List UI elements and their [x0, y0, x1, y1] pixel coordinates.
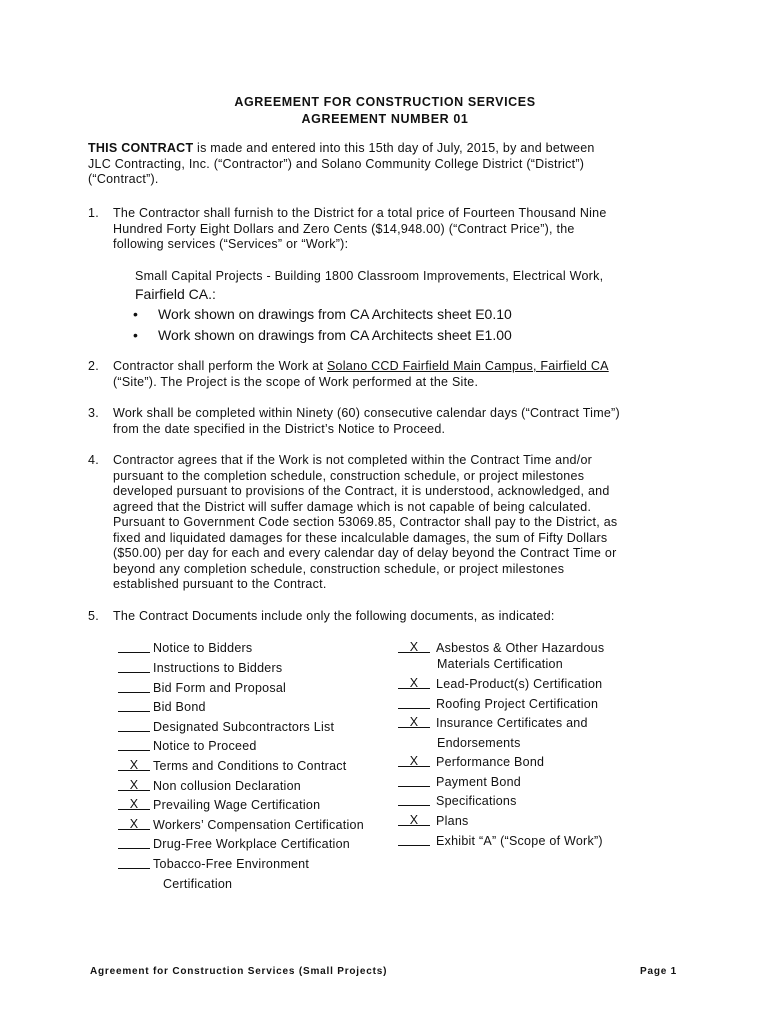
- check-mark: X: [409, 676, 419, 690]
- site-location: Solano CCD Fairfield Main Campus, Fairfield CA: [326, 359, 609, 373]
- document-label: Non collusion Declaration: [153, 779, 301, 793]
- checkbox-blank[interactable]: [398, 814, 430, 826]
- item-4-line: Contractor agrees that if the Work is not completed within the Contract Time and/or: [113, 453, 593, 467]
- document-label: Terms and Conditions to Contract: [153, 759, 347, 773]
- item-4-line: fixed and liquidated damages for these incalculable damages, the sum of Fifty Dollars: [113, 530, 608, 545]
- scope-bullet: Work shown on drawings from CA Architects sheet E0.10: [158, 306, 512, 322]
- item-2-line: [113, 359, 609, 375]
- intro-paragraph: [88, 141, 688, 188]
- document-label: Lead-Product(s) Certification: [436, 677, 603, 691]
- checkbox-blank[interactable]: [118, 837, 150, 849]
- project-location: Fairfield CA.:: [135, 286, 216, 302]
- check-mark: X: [129, 817, 139, 831]
- intro-line-2: JLC Contracting, Inc. (“Contractor”) and Solano Community College District (“District”): [88, 156, 585, 171]
- item-5-intro: The Contract Documents include only the following documents, as indicated:: [113, 609, 555, 623]
- item-1-line: following services (“Services” or “Work”):: [113, 237, 349, 251]
- checkbox-blank[interactable]: [118, 759, 150, 771]
- item-4-line: agreed that the District will suffer damage which is not capable of being calculated.: [113, 499, 592, 514]
- item-2-text: [113, 359, 609, 390]
- document-label: Performance Bond: [436, 755, 545, 769]
- check-mark: X: [409, 715, 419, 729]
- item-2-number: 2.: [88, 359, 99, 373]
- checkbox-blank[interactable]: [118, 818, 150, 830]
- insurance-continuation: Endorsements: [437, 736, 521, 750]
- item-4-line: ($50.00) per day for each and every calendar day of delay beyond the Contract Time or: [113, 546, 617, 560]
- checkbox-blank[interactable]: [398, 834, 430, 846]
- item-2-line-1-text: Contractor shall perform the Work at: [113, 359, 327, 373]
- document-label: Notice to Bidders: [153, 641, 253, 655]
- checkbox-blank[interactable]: [118, 739, 150, 751]
- checkbox-blank[interactable]: [118, 681, 150, 693]
- item-4-line: Pursuant to Government Code section 53069.85, Contractor shall pay to the District, as: [113, 515, 618, 529]
- checkbox-blank[interactable]: [398, 716, 430, 728]
- checkbox-blank[interactable]: [398, 677, 430, 689]
- document-label: Instructions to Bidders: [153, 661, 283, 675]
- checkbox-blank[interactable]: [118, 700, 150, 712]
- document-label: Tobacco-Free Environment: [153, 857, 310, 871]
- document-label: Payment Bond: [436, 775, 521, 789]
- item-4-line: pursuant to the completion schedule, construction schedule, or project milestones: [113, 468, 585, 483]
- asbestos-continuation: Materials Certification: [437, 657, 563, 671]
- item-1-text: [113, 206, 607, 253]
- page-number: Page 1: [640, 966, 678, 977]
- item-3-line: from the date specified in the District’s Notice to Proceed.: [113, 421, 446, 436]
- document-label: Insurance Certificates and: [436, 716, 588, 730]
- item-4-line: established pursuant to the Contract.: [113, 577, 327, 591]
- check-mark: X: [409, 813, 419, 827]
- checkbox-blank[interactable]: [118, 779, 150, 791]
- intro-line-3: (“Contract”).: [88, 172, 159, 186]
- checkbox-blank[interactable]: [398, 775, 430, 787]
- document-label: Bid Bond: [153, 700, 206, 714]
- checkbox-blank[interactable]: [118, 720, 150, 732]
- item-2-line: (“Site”). The Project is the scope of Work performed at the Site.: [113, 374, 479, 389]
- document-label: Notice to Proceed: [153, 739, 257, 753]
- item-4-line: developed pursuant to provisions of the Contract, it is understood, acknowledged, and: [113, 484, 610, 498]
- check-mark: X: [129, 758, 139, 772]
- item-2: [0, 359, 770, 393]
- checkbox-blank[interactable]: [398, 755, 430, 767]
- intro-line-1-text: is made and entered into this 15th day of July, 2015, by and between: [193, 141, 595, 155]
- bullet-icon: •: [133, 306, 139, 322]
- check-mark: X: [409, 754, 419, 768]
- document-label: Drug-Free Workplace Certification: [153, 837, 350, 851]
- check-mark: X: [409, 640, 419, 654]
- item-4: [0, 453, 770, 598]
- document-label: Plans: [436, 814, 469, 828]
- item-3-line: Work shall be completed within Ninety (60) consecutive calendar days (“Contract Time”): [113, 406, 620, 420]
- item-5-number: 5.: [88, 609, 99, 623]
- document-label: Prevailing Wage Certification: [153, 798, 321, 812]
- document-label: Bid Form and Proposal: [153, 681, 287, 695]
- item-4-text: [113, 453, 617, 593]
- document-label: Asbestos & Other Hazardous: [436, 641, 605, 655]
- right-document-checklist: [398, 641, 698, 861]
- checkbox-blank[interactable]: [118, 798, 150, 810]
- scope-bullet: Work shown on drawings from CA Architects sheet E1.00: [158, 327, 512, 343]
- checkbox-blank[interactable]: [118, 661, 150, 673]
- check-mark: X: [129, 778, 139, 792]
- tobacco-continuation: Certification: [163, 877, 233, 891]
- item-5: [0, 609, 770, 899]
- check-mark: X: [129, 797, 139, 811]
- agreement-number: AGREEMENT NUMBER 01: [301, 112, 469, 126]
- intro-lead: THIS CONTRACT: [88, 141, 194, 155]
- item-3-number: 3.: [88, 406, 99, 420]
- checkbox-blank[interactable]: [398, 697, 430, 709]
- document-label: Specifications: [436, 794, 517, 808]
- project-description: Small Capital Projects - Building 1800 Classroom Improvements, Electrical Work,: [135, 269, 604, 283]
- item-3: [0, 406, 770, 440]
- item-4-line: beyond any completion schedule, construction schedule, or project milestones: [113, 561, 565, 576]
- checkbox-blank[interactable]: [398, 794, 430, 806]
- footer-title: Agreement for Construction Services (Small Projects): [90, 966, 388, 977]
- document-label: Roofing Project Certification: [436, 697, 599, 711]
- item-1-line: The Contractor shall furnish to the District for a total price of Fourteen Thousand Nine: [113, 206, 607, 220]
- item-1-number: 1.: [88, 206, 99, 220]
- item-4-number: 4.: [88, 453, 99, 467]
- intro-line-1: [88, 141, 688, 157]
- document-label: Exhibit “A” (“Scope of Work”): [436, 834, 603, 848]
- checkbox-blank[interactable]: [118, 641, 150, 653]
- item-3-text: [113, 406, 620, 437]
- checkbox-blank[interactable]: [118, 857, 150, 869]
- left-document-checklist: [118, 641, 398, 901]
- document-label: Designated Subcontractors List: [153, 720, 335, 734]
- item-1-line: Hundred Forty Eight Dollars and Zero Cents ($14,948.00) (“Contract Price”), the: [113, 221, 575, 236]
- document-label: Workers’ Compensation Certification: [153, 818, 364, 832]
- checkbox-blank[interactable]: [398, 641, 430, 653]
- item-1: [0, 206, 770, 346]
- agreement-title: AGREEMENT FOR CONSTRUCTION SERVICES: [234, 95, 536, 109]
- bullet-icon: •: [133, 327, 139, 343]
